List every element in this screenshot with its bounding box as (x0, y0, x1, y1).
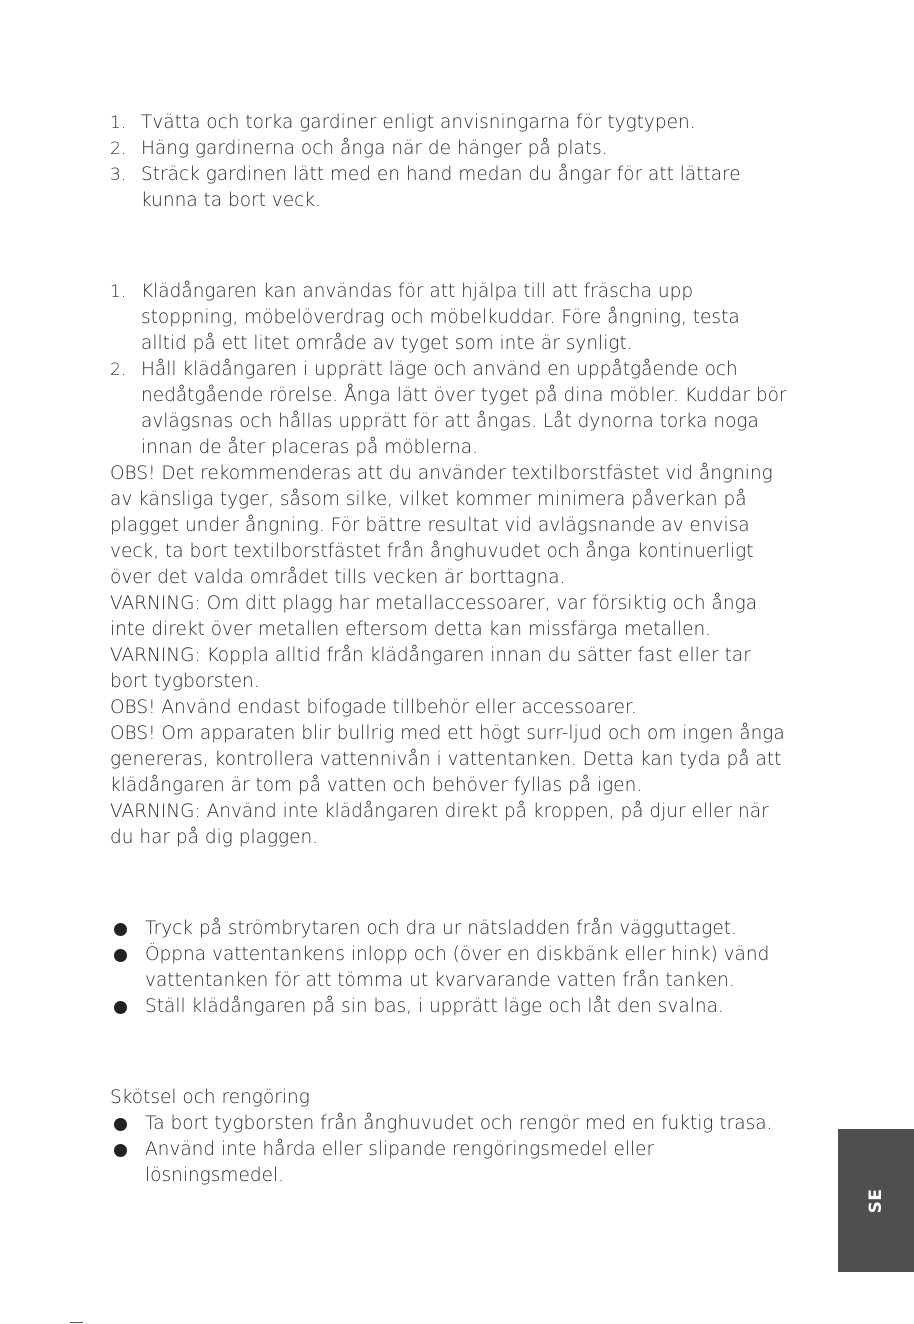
bullet-icon (114, 949, 127, 962)
bullet-text: Ta bort tygborsten från ånghuvudet och rengör med en fuktig trasa. (145, 1113, 773, 1134)
bullet-icon (114, 1144, 127, 1157)
list-item (110, 279, 771, 357)
list-text: Tvätta och torka gardiner enligt anvisningarna för tygtypen. (141, 112, 696, 133)
language-tab (838, 1129, 914, 1272)
crop-mark (70, 1322, 83, 1323)
list-number: 1. (110, 113, 127, 133)
list-item (110, 162, 791, 214)
bullet-item (110, 1137, 705, 1189)
bullet-icon (114, 1001, 127, 1014)
note-text: OBS! Om apparaten blir bullrig med ett högt surr-ljud och om ingen ånga genereras, kontrollera vattennivån i vattentanken. Detta kan tyda på att klädångaren är tom på vatten och behöver fyllas på igen. (110, 723, 785, 796)
list-text: Häng gardinerna och ånga när de hänger på plats. (141, 138, 608, 159)
section-heading: Skötsel och rengöring (110, 1087, 310, 1108)
bullet-text: Använd inte hårda eller slipande rengöringsmedel eller lösningsmedel. (145, 1139, 655, 1186)
bullet-item (110, 916, 810, 942)
bullet-icon (114, 1118, 127, 1131)
care-section (110, 1085, 810, 1189)
after-use-list (110, 916, 810, 1020)
warning-text: VARNING: Om ditt plagg har metallaccessoarer, var försiktig och ånga inte direkt över metallen eftersom detta kan missfärga metallen. (110, 593, 758, 640)
note-text: OBS! Det rekommenderas att du använder textilborstfästet vid ångning av känsliga tyger, såsom silke, vilket kommer minimera påverkan på plagget under ångning. För bättre resultat vid avlägsnande av envisa veck, ta bort textilborstfästet från ånghuvudet och ånga kontinuerligt över det valda området tills vecken är borttagna. (110, 463, 773, 588)
warning-text: VARNING: Använd inte klädångaren direkt på kroppen, på djur eller när du har på dig plaggen. (110, 801, 769, 848)
bullet-text: Ställ klädångaren på sin bas, i upprätt läge och låt den svalna. (145, 996, 724, 1017)
bullet-icon (114, 923, 127, 936)
list-item (110, 110, 810, 136)
bullet-item (110, 942, 815, 994)
list-item (110, 136, 810, 162)
list-text: Sträck gardinen lätt med en hand medan du ångar för att lättare kunna ta bort veck. (141, 164, 741, 211)
list-number: 1. (110, 282, 127, 302)
list-item (110, 357, 811, 461)
list-text: Håll klädångaren i upprätt läge och använd en uppåtgående och nedåtgående rörelse. Ånga lätt över tyget på dina möbler. Kuddar bör avlägsnas och hållas upprätt för att ångas. Låt dynorna torka noga innan de åter placeras på möblerna. (141, 359, 787, 458)
furniture-section (110, 279, 810, 851)
list-number: 3. (110, 165, 127, 185)
bullet-text: Tryck på strömbrytaren och dra ur nätsladden från vägguttaget. (145, 918, 737, 939)
curtains-list (110, 110, 810, 214)
warning-text: VARNING: Koppla alltid från klädångaren innan du sätter fast eller tar bort tygborsten. (110, 645, 751, 692)
bullet-item (110, 994, 810, 1020)
bullet-item (110, 1111, 810, 1137)
list-number: 2. (110, 360, 127, 380)
bullet-text: Öppna vattentankens inlopp och (över en diskbänk eller hink) vänd vattentanken för att tömma ut kvarvarande vatten från tanken. (145, 944, 770, 991)
language-tab-label: SE (866, 1188, 886, 1213)
list-text: Klädångaren kan användas för att hjälpa till att fräscha upp stoppning, möbelöverdrag och möbelkuddar. Före ångning, testa alltid på ett litet område av tyget som inte är synligt. (141, 281, 740, 354)
list-number: 2. (110, 139, 127, 159)
note-text: OBS! Använd endast bifogade tillbehör eller accessoarer. (110, 697, 637, 718)
